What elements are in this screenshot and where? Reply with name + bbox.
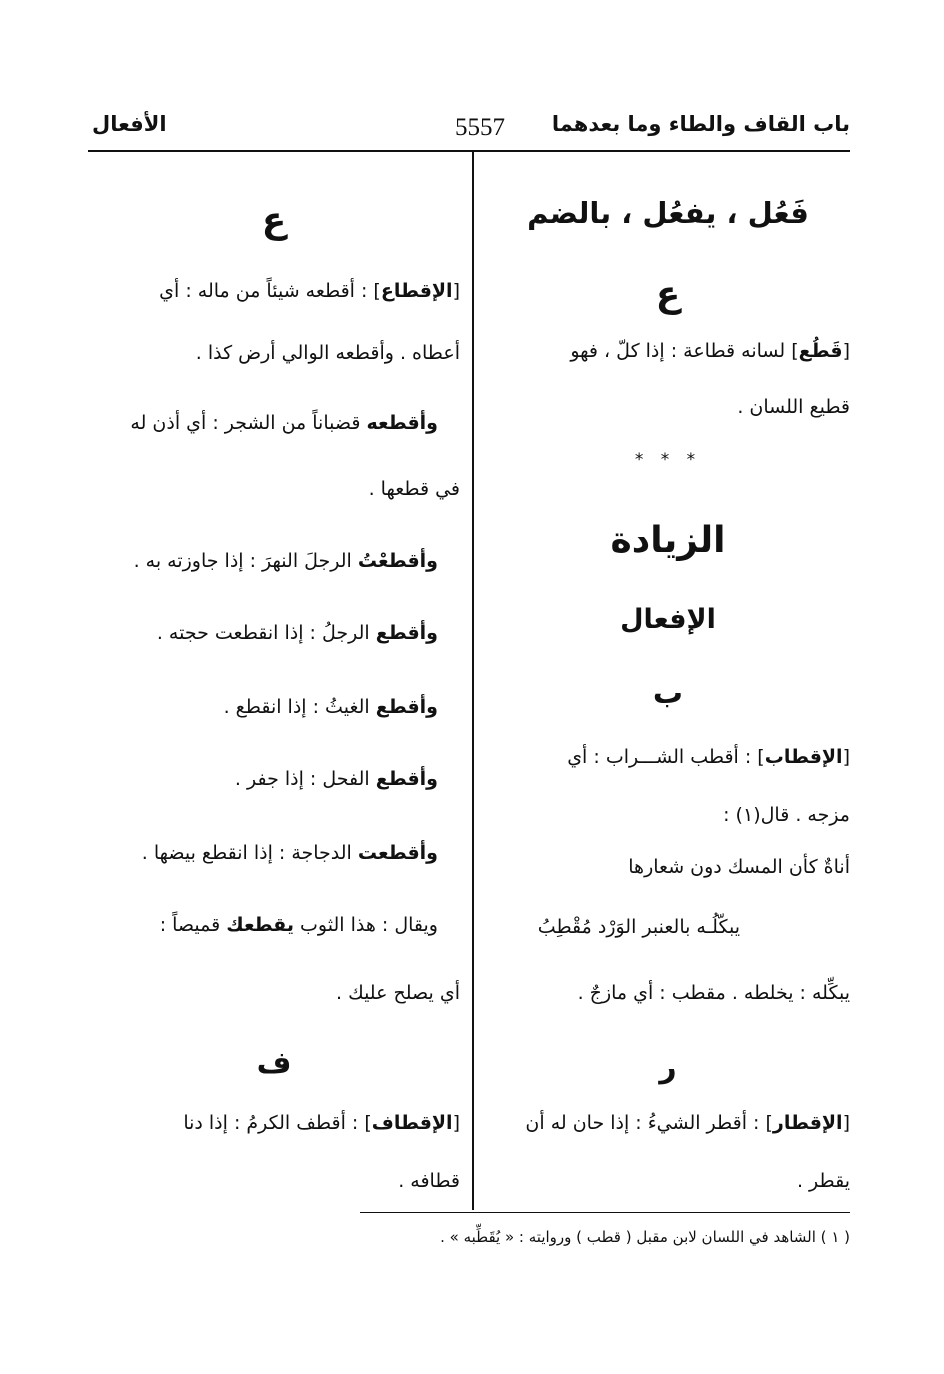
entry-line: ويقال : هذا الثوب يقطعك قميصاً : bbox=[159, 914, 438, 936]
entry-line: وأقطعْتُ الرجلَ النهرَ : إذا جاوزته به . bbox=[133, 550, 438, 572]
right-column bbox=[486, 0, 850, 1210]
footnote-rule bbox=[360, 1212, 850, 1213]
left-column bbox=[88, 0, 460, 1210]
chapter-heading: فَعُل ، يفعُل ، بالضم bbox=[527, 196, 809, 230]
entry-line: أعطاه . وأقطعه الوالي أرض كذا . bbox=[195, 342, 460, 364]
letter-heading-ain: ع bbox=[655, 274, 681, 315]
entry-line: في قطعها . bbox=[368, 478, 460, 500]
entry-line: وأقطع الفحل : إذا جفر . bbox=[234, 768, 438, 790]
running-head-right: باب القاف والطاء وما بعدهما bbox=[551, 112, 850, 136]
entry-line: قطيع اللسان . bbox=[737, 396, 850, 418]
section-separator-stars: * * * bbox=[634, 450, 702, 470]
column-divider bbox=[472, 152, 474, 1210]
entry-line: أي يصلح عليك . bbox=[335, 982, 460, 1004]
letter-heading-ain: ع bbox=[261, 200, 287, 241]
footnote: ( ١ ) الشاهد في اللسان لابن مقبل ( قطب ) وروايته : « يُقَطِّبه » . bbox=[440, 1228, 850, 1246]
page-number: 5557 bbox=[455, 114, 505, 141]
subsection-title: الإفعال bbox=[620, 604, 716, 635]
entry-line: وأقطع الغيثُ : إذا انقطع . bbox=[223, 696, 438, 718]
entry-line: يقطر . bbox=[796, 1170, 850, 1192]
entry-head: قَطُع bbox=[798, 340, 843, 362]
entry-iqtar: [الإقطار] : أقطر الشيءُ : إذا حان له أن bbox=[525, 1112, 850, 1134]
entry-line: مزجه . قال(١) : bbox=[723, 804, 850, 826]
gloss-line: يبكِّله : يخلطه . مقطب : أي مازجٌ . bbox=[577, 982, 850, 1004]
entry-head: الإقطاع bbox=[380, 280, 453, 302]
entry-line: وأقطعه قضباناً من الشجر : أي أذن له bbox=[130, 412, 438, 434]
verse-line: أناةٌ كأن المسك دون شعارها bbox=[628, 856, 850, 878]
entry-head: الإقطاف bbox=[371, 1112, 453, 1134]
entry-line: وأقطع الرجلُ : إذا انقطعت حجته . bbox=[156, 622, 438, 644]
entry-line: وأقطعت الدجاجة : إذا انقطع بيضها . bbox=[141, 842, 438, 864]
letter-heading-ba: ب bbox=[652, 676, 684, 711]
entry-qata: [قَطُع] لسانه قطاعة : إذا كلّ ، فهو bbox=[570, 340, 850, 362]
entry-line: قطافه . bbox=[398, 1170, 460, 1192]
letter-heading-ra: ر bbox=[659, 1050, 677, 1085]
letter-heading-fa: ف bbox=[256, 1046, 292, 1081]
entry-iqtab: [الإقطاب] : أقطب الشـــراب : أي bbox=[567, 746, 850, 768]
entry-iqta: [الإقطاع] : أقطعه شيئاً من ماله : أي bbox=[159, 280, 460, 302]
entry-head: الإقطار bbox=[772, 1112, 843, 1134]
verse-line: يبكّلُـه بالعنبر الوَرْد مُقْطِبُ bbox=[537, 916, 740, 938]
entry-iqtaf: [الإقطاف] : أقطف الكرمُ : إذا دنا bbox=[183, 1112, 460, 1134]
entry-head: الإقطاب bbox=[764, 746, 843, 768]
running-head-left: الأفعال bbox=[92, 112, 167, 136]
section-title: الزيادة bbox=[610, 520, 726, 561]
